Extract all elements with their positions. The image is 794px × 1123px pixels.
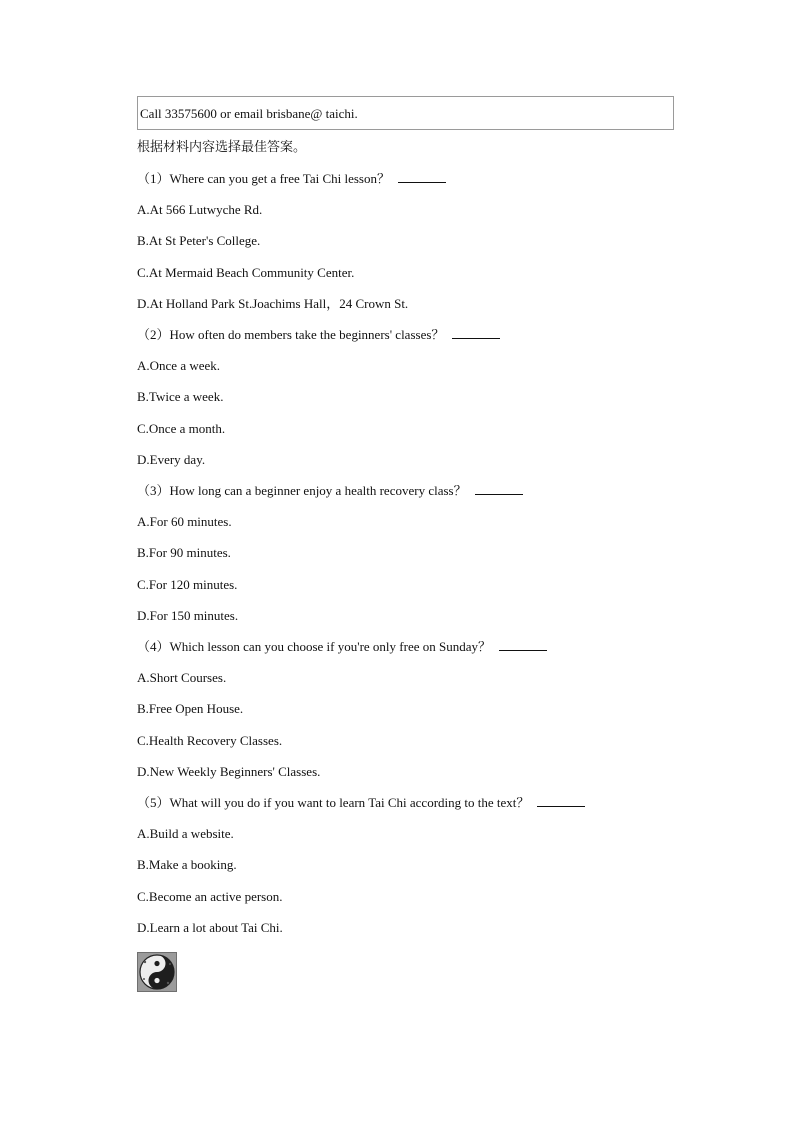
option: A.For 60 minutes.	[137, 514, 232, 529]
option: D.For 150 minutes.	[137, 608, 239, 623]
option: C.At Mermaid Beach Community Center.	[137, 265, 355, 280]
answer-blank	[452, 327, 500, 339]
answer-blank	[537, 795, 585, 807]
option: B.Twice a week.	[137, 389, 224, 404]
option: D.Every day.	[137, 452, 206, 467]
info-box	[137, 96, 674, 130]
option: B.Free Open House.	[137, 701, 244, 716]
option: C.Health Recovery Classes.	[137, 733, 283, 748]
answer-blank	[499, 639, 547, 651]
question-4	[137, 639, 547, 655]
question-3	[137, 483, 523, 499]
option: A.Once a week.	[137, 358, 221, 373]
question-1	[137, 171, 446, 187]
question-5	[137, 795, 585, 811]
question-prompt: （2）How often do members take the beginners' classes？	[137, 327, 445, 342]
instruction: 根据材料内容选择最佳答案。	[137, 139, 307, 154]
option: D.New Weekly Beginners' Classes.	[137, 764, 321, 779]
option: C.Become an active person.	[137, 889, 283, 904]
option: A.At 566 Lutwyche Rd.	[137, 202, 263, 217]
option: C.For 120 minutes.	[137, 577, 238, 592]
option: A.Build a website.	[137, 826, 234, 841]
question-prompt: （4）Which lesson can you choose if you're only free on Sunday？	[137, 639, 491, 654]
question-prompt: （5）What will you do if you want to learn Tai Chi according to the text？	[137, 795, 530, 810]
option: D.Learn a lot about Tai Chi.	[137, 920, 283, 935]
answer-blank	[398, 171, 446, 183]
option: D.At Holland Park St.Joachims Hall，24 Crown St.	[137, 296, 409, 311]
question-prompt: （1）Where can you get a free Tai Chi lesson？	[137, 171, 390, 186]
yin-yang-icon	[137, 952, 177, 992]
option: B.For 90 minutes.	[137, 545, 231, 560]
option: C.Once a month.	[137, 421, 226, 436]
option: B.At St Peter's College.	[137, 233, 261, 248]
info-box-text: Call 33575600 or email brisbane@ taichi.	[140, 106, 358, 121]
question-2	[137, 327, 500, 343]
answer-blank	[475, 483, 523, 495]
question-prompt: （3）How long can a beginner enjoy a health recovery class？	[137, 483, 467, 498]
option: B.Make a booking.	[137, 857, 237, 872]
option: A.Short Courses.	[137, 670, 227, 685]
